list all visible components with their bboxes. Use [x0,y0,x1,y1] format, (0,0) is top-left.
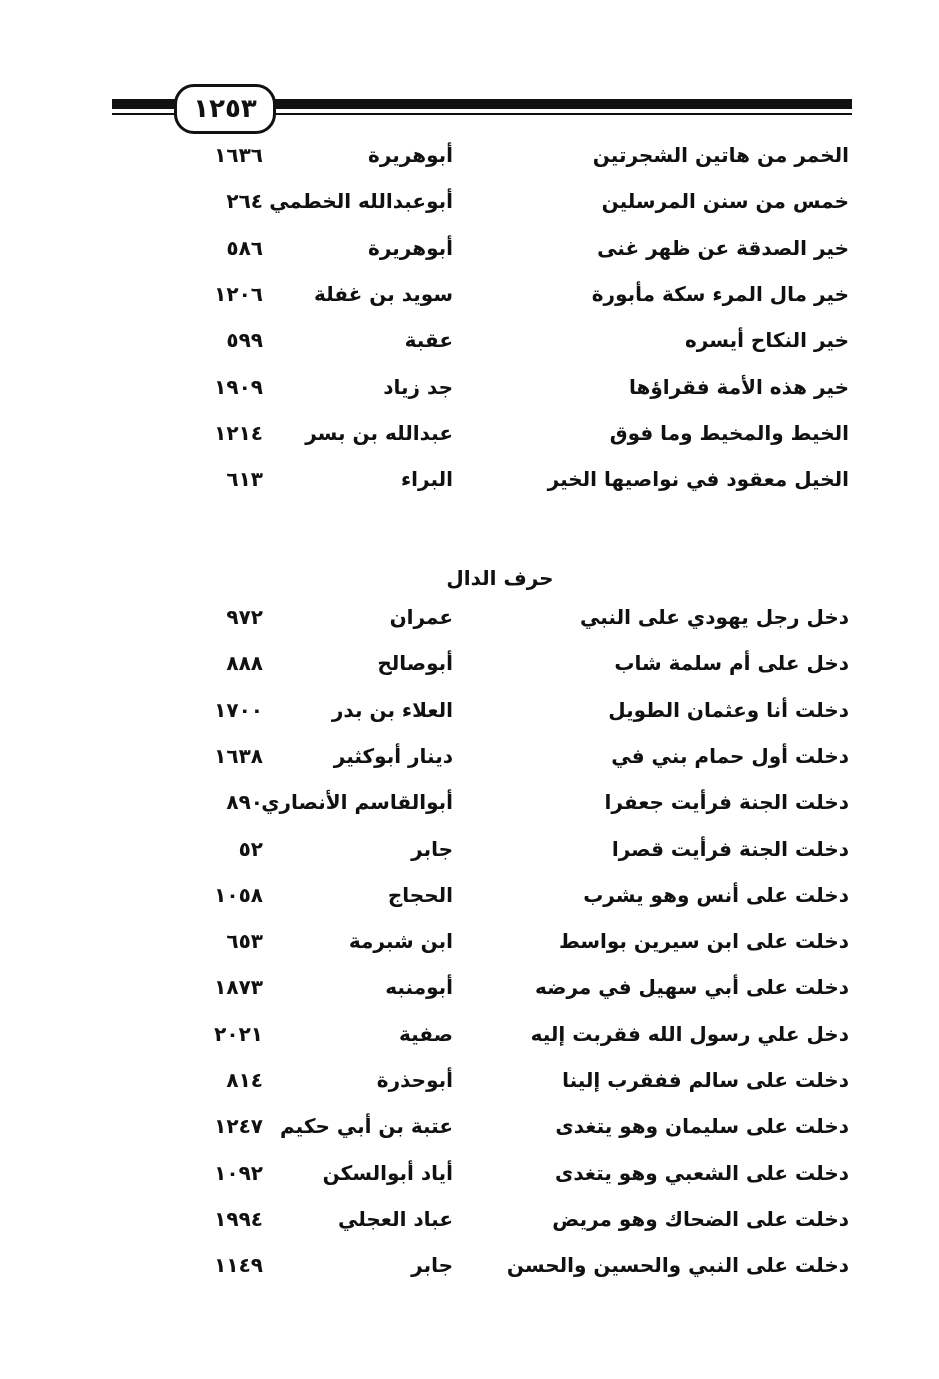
hadith-phrase: دخلت أنا وعثمان الطويل [608,697,849,722]
hadith-number: ١٠٩٢ [214,1160,263,1185]
index-row [0,1068,939,1108]
hadith-phrase: دخلت على الشعبي وهو يتغدى [554,1160,849,1185]
index-row [0,1114,939,1154]
narrator-name: أبوعبدالله الخطمي [269,189,453,214]
narrator-name: سويد بن غفلة [313,281,453,306]
narrator-name: عمران [389,605,453,629]
index-row [0,236,939,276]
narrator-name: العلاء بن بدر [331,697,453,722]
hadith-phrase: خير الصدقة عن ظهر غنى [597,235,849,260]
narrator-name: أبوصالح [377,651,453,676]
index-row [0,328,939,368]
index-row [0,1253,939,1293]
hadith-phrase: دخلت أول حمام بني في [611,743,849,768]
hadith-number: ٢٦٤ [226,189,263,214]
hadith-number: ٥٢ [238,836,263,861]
hadith-phrase: دخلت على ابن سيرين بواسط [558,929,849,954]
narrator-name: عبدالله بن بسر [305,420,453,445]
narrator-name: ابن شبرمة [348,929,453,954]
hadith-phrase: خير مال المرء سكة مأبورة [591,281,849,306]
index-row [0,1022,939,1062]
hadith-number: ١٧٠٠ [214,697,263,722]
hadith-number: ١١٤٩ [214,1253,263,1278]
hadith-phrase: دخل علي رسول الله فقربت إليه [530,1021,849,1046]
index-row [0,143,939,183]
index-row [0,744,939,784]
hadith-number: ٩٧٢ [226,605,263,629]
hadith-number: ٥٨٦ [226,235,263,260]
narrator-name: أبومنبه [385,975,453,1000]
hadith-phrase: دخلت الجنة فرأيت جعفرا [604,790,849,815]
page-header [112,84,852,134]
hadith-phrase: الخيط والمخيط وما فوق [609,420,849,445]
hadith-number: ١٠٥٨ [214,882,263,907]
index-row [0,605,939,645]
narrator-name: عقبة [404,328,453,353]
index-row [0,421,939,461]
index-row [0,975,939,1015]
hadith-number: ٨٩٠ [226,790,263,815]
hadith-phrase: دخل على أم سلمة شاب [614,651,849,676]
index-row [0,790,939,830]
index-row [0,375,939,415]
narrator-name: أبوهريرة [368,235,453,260]
hadith-number: ١٢٤٧ [214,1114,263,1139]
narrator-name: جابر [411,1253,453,1278]
index-row [0,698,939,738]
hadith-number: ١٦٣٦ [214,143,263,167]
narrator-name: أبوالقاسم الأنصاري [261,790,453,815]
narrator-name: عباد العجلي [337,1206,453,1231]
hadith-number: ٦١٣ [226,467,263,492]
hadith-phrase: دخلت على أنس وهو يشرب [583,882,849,907]
index-row [0,282,939,322]
hadith-number: ١٨٧٣ [214,975,263,1000]
hadith-phrase: الخيل معقود في نواصيها الخير [547,467,849,492]
index-row [0,1161,939,1201]
hadith-phrase: دخلت على سالم ففقرب إلينا [562,1068,849,1092]
narrator-name: جابر [411,836,453,861]
hadith-phrase: خمس من سنن المرسلين [601,189,849,214]
index-row [0,467,939,507]
hadith-phrase: الخمر من هاتين الشجرتين [592,143,849,167]
hadith-number: ٢٠٢١ [214,1021,263,1046]
hadith-phrase: دخلت على الضحاك وهو مريض [552,1206,849,1231]
hadith-phrase: دخلت على أبي سهيل في مرضه [535,975,849,1000]
index-row [0,1207,939,1247]
narrator-name: أبوهريرة [368,143,453,167]
hadith-phrase: خير هذه الأمة فقراؤها [629,374,849,399]
hadith-number: ٥٩٩ [226,328,263,353]
index-row [0,929,939,969]
hadith-phrase: دخلت على سليمان وهو يتغدى [555,1114,849,1139]
section-heading: حرف الدال [446,566,554,590]
hadith-phrase: دخل رجل يهودي على النبي [580,605,849,629]
hadith-number: ١٢٠٦ [214,281,263,306]
narrator-name: البراء [400,467,453,492]
narrator-name: أبوحذرة [376,1068,453,1092]
hadith-number: ٨٨٨ [226,651,263,676]
narrator-name: عتبة بن أبي حكيم [279,1114,453,1139]
page-number: ١٢٥٣ [174,84,276,134]
narrator-name: صفية [398,1021,453,1046]
hadith-phrase: خير النكاح أيسره [685,328,849,353]
index-row [0,189,939,229]
narrator-name: الحجاج [387,882,453,907]
hadith-number: ٦٥٣ [226,929,263,954]
narrator-name: جد زياد [383,374,453,399]
hadith-phrase: دخلت على النبي والحسين والحسن [506,1253,849,1278]
index-row [0,883,939,923]
narrator-name: أياد أبوالسكن [322,1160,453,1185]
hadith-number: ١٦٣٨ [214,743,263,768]
hadith-number: ١٩٠٩ [214,374,263,399]
hadith-number: ١٢١٤ [214,420,263,445]
index-row [0,651,939,691]
hadith-phrase: دخلت الجنة فرأيت قصرا [611,836,849,861]
hadith-number: ٨١٤ [226,1068,263,1092]
index-row [0,837,939,877]
narrator-name: دينار أبوكثير [333,743,453,768]
hadith-number: ١٩٩٤ [214,1206,263,1231]
